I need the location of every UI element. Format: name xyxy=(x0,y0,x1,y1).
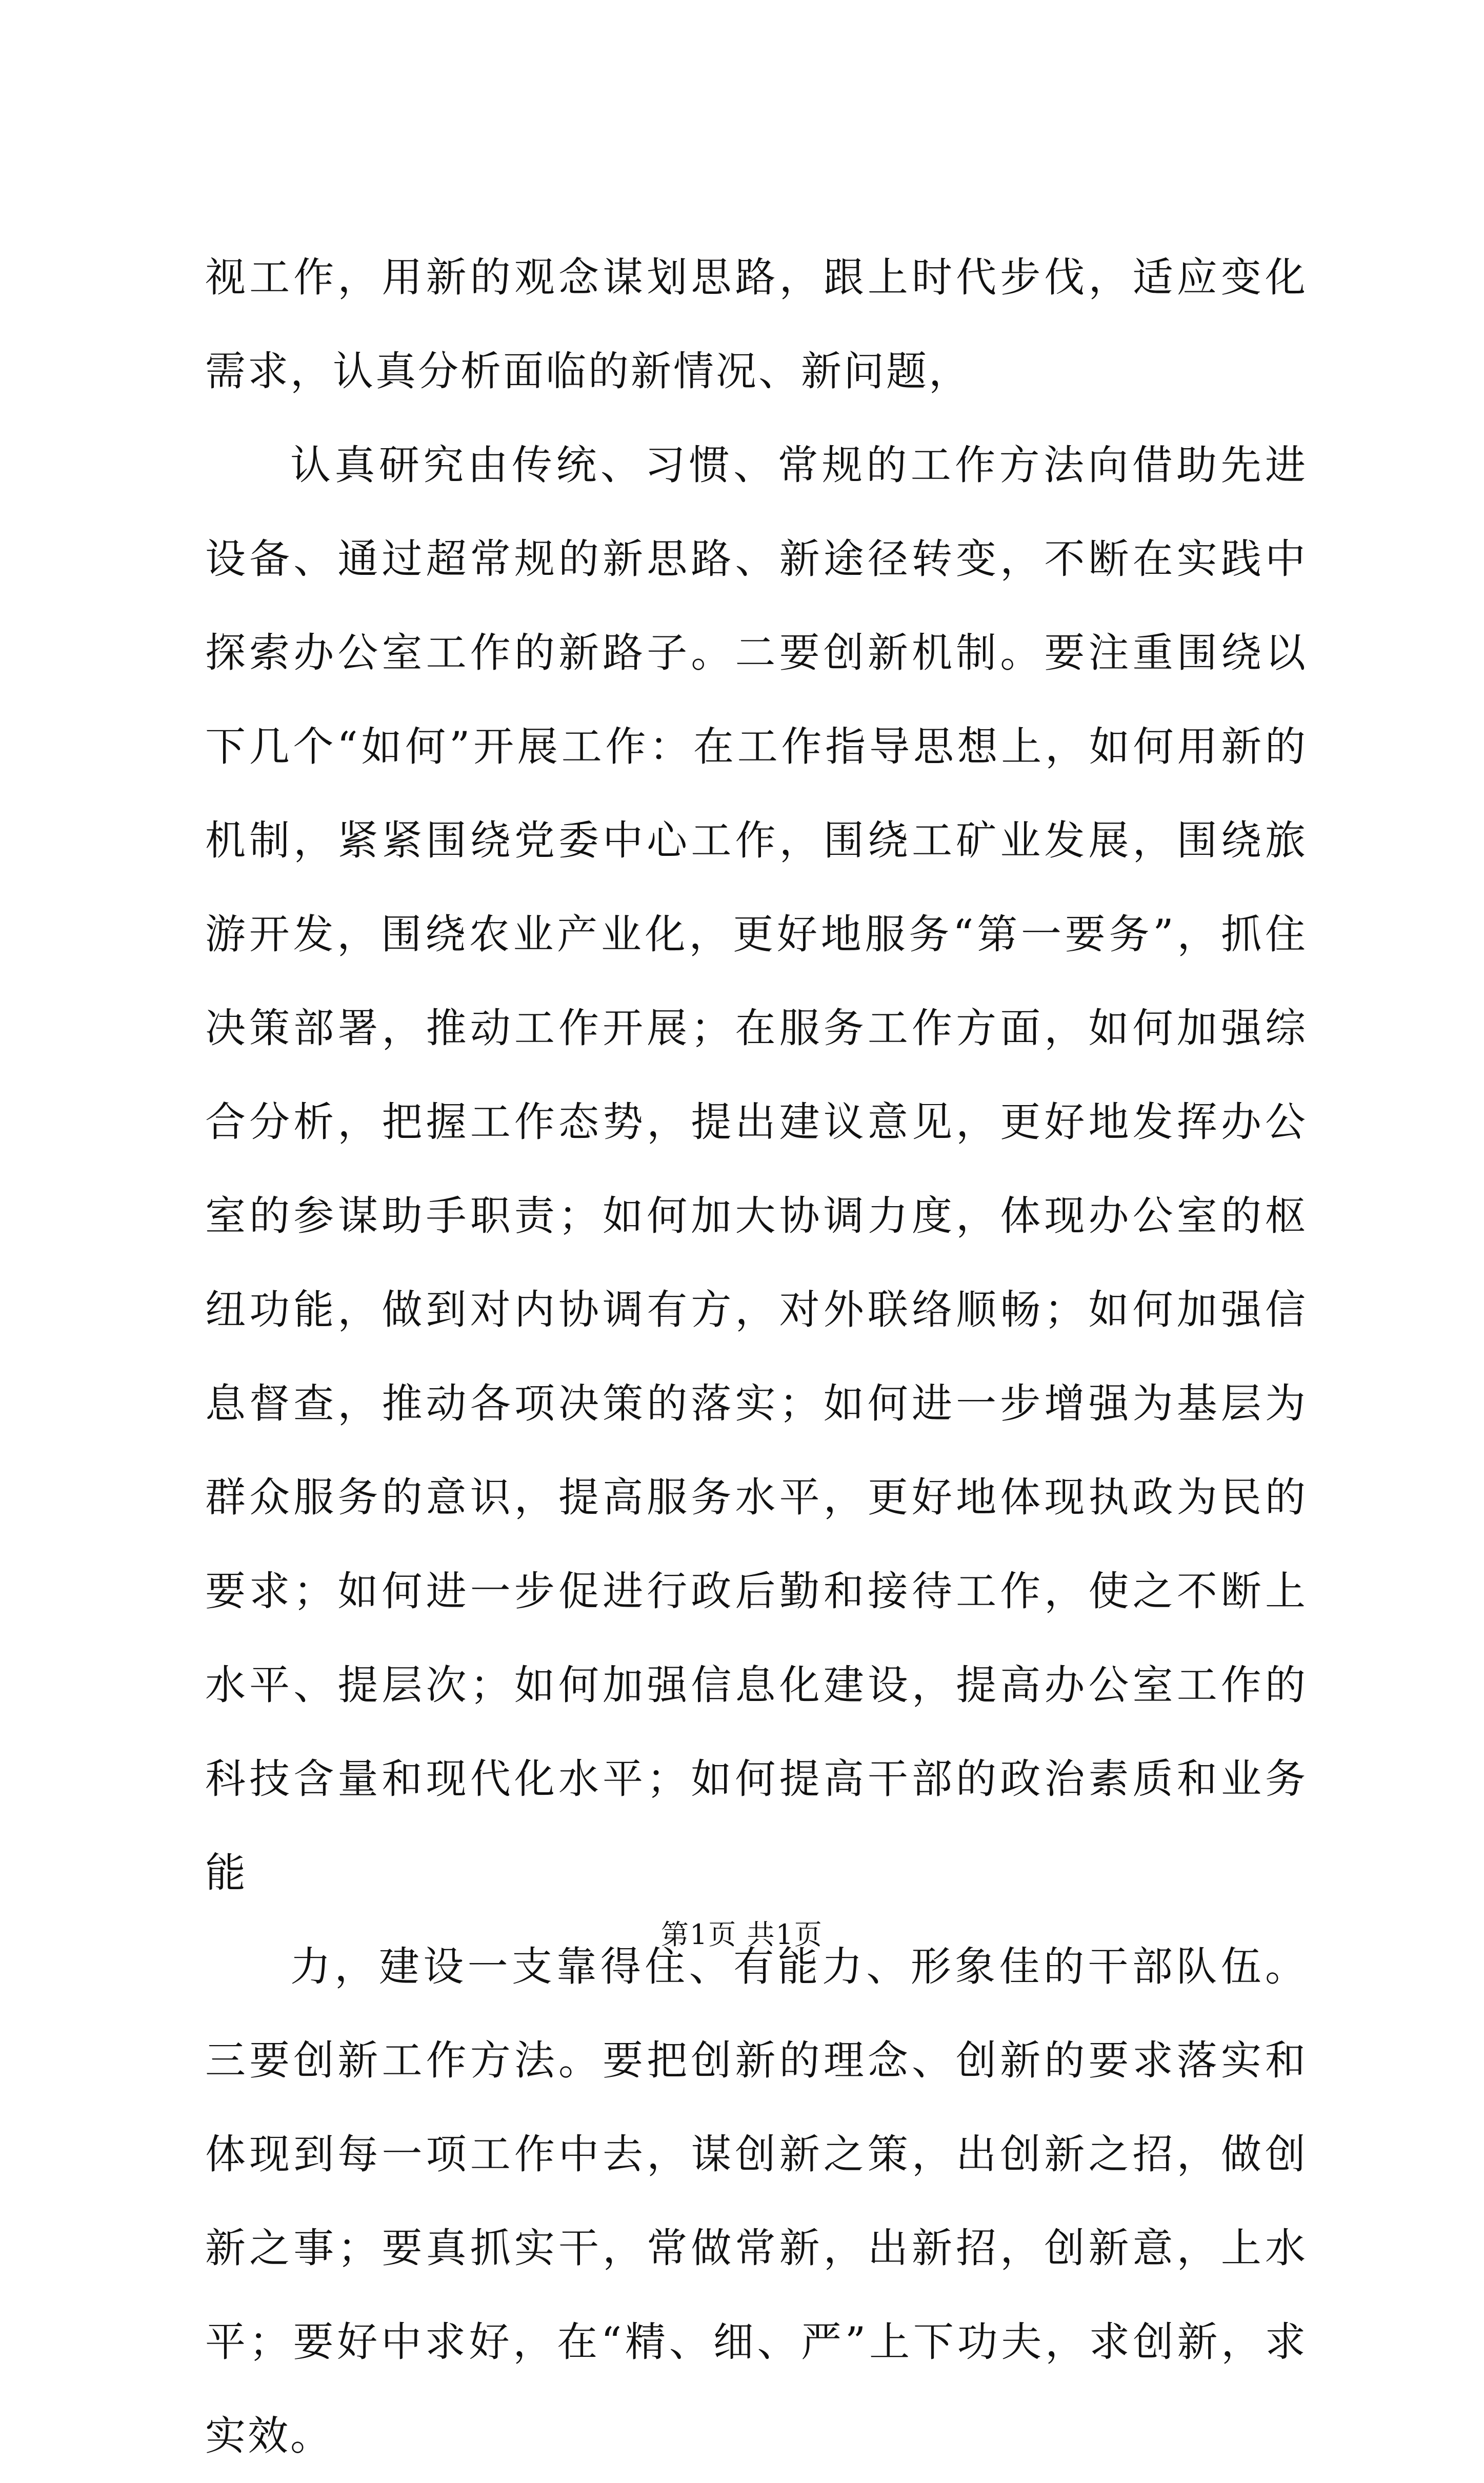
page-footer: 第1页 共1页 xyxy=(661,1918,823,1951)
paragraph-3: 力，建设一支靠得住、有能力、形象佳的干部队伍。三要创新工作方法。要把创新的理念、创新的要求落实和体现到每一项工作中去，谋创新之策，出创新之招，做创新之事；要真抓实干，常做常新，出新招，创新意，上水平；要好中求好，在“精、细、严”上下功夫，求创新，求实效。 xyxy=(205,1943,1308,2459)
paragraph-1: 视工作，用新的观念谋划思路，跟上时代步伐，适应变化需求，认真分析面临的新情况、新问题， xyxy=(205,254,1308,395)
paragraph-2: 认真研究由传统、习惯、常规的工作方法向借助先进设备、通过超常规的新思路、新途径转变，不断在实践中探索办公室工作的新路子。二要创新机制。要注重围绕以下几个“如何”开展工作：在工作指导思想上，如何用新的机制，紧紧围绕党委中心工作，围绕工矿业发展，围绕旅游开发，围绕农业产业化，更好地服务“第一要务”，抓住决策部署，推动工作开展；在服务工作方面，如何加强综合分析，把握工作态势，提出建议意见，更好地发挥办公室的参谋助手职责；如何加大协调力度，体现办公室的枢纽功能，做到对内协调有方，对外联络顺畅；如何加强信息督查，推动各项决策的落实；如何进一步增强为基层为群众服务的意识，提高服务水平，更好地体现执政为民的要求；如何进一步促进行政后勤和接待工作，使之不断上水平、提层次；如何加强信息化建设，提高办公室工作的科技含量和现代化水平；如何提高干部的政治素质和业务能 xyxy=(205,442,1308,1896)
body-text xyxy=(205,231,1308,2483)
